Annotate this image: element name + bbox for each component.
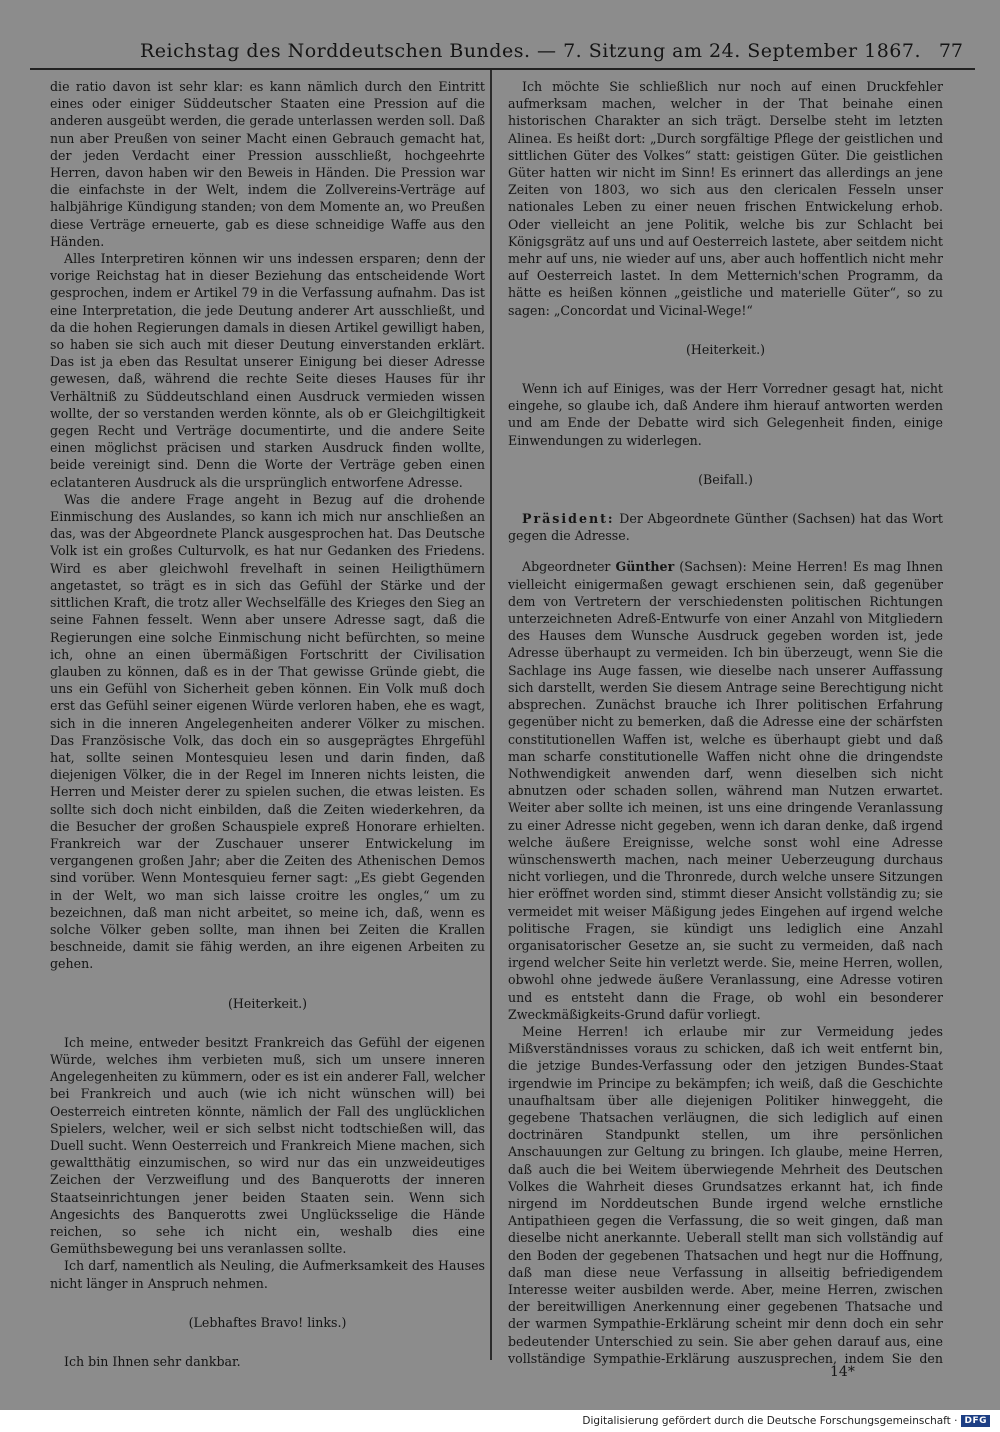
paragraph: Alles Interpretiren können wir uns indessen ersparen; denn der vorige Reichstag hat in dieser Beziehung das entscheidende Wort gesprochen, indem er Artikel 79 in die Verfassung aufnahm. Das ist eine Interpretation, die jede Deutung anderer Art ausschließt, und da die hohen Regierungen damals in diesen Artikel gewilligt haben, so haben sie sich auch mit dieser Deutung einverstanden erklärt. Das ist ja eben das Resultat unserer Einigung bei dieser Adresse gewesen, daß, während die rechte Seite dieses Hauses für ihr Verhältniß zu Süddeutschland einen Ausdruck vermieden wissen wollte, der so verstanden werden könnte, als ob er Gleichgiltigkeit gegen Recht und Verträge documentirte, und die andere Seite einen möglichst präcisen und starken Ausdruck finden wollte, beide vereinigt sind. Denn die Worte der Verträge geben einen eclatanteren Ausdruck als die ursprünglich entworfene Adresse. [50,251,485,490]
paragraph: die ratio davon ist sehr klar: es kann nämlich durch den Eintritt eines oder einiger Süddeutscher Staaten eine Pression auf die anderen ausgeübt werden, die gerade unterlassen werden soll. Daß nun aber Preußen von seiner Macht einen Gebrauch gemacht hat, der jeden Verdacht einer Pression ausschließt, hochgeehrte Herren, davon haben wir den Beweis in Händen. Die Pression war die einfachste in der Welt, indem die Zollvereins-Verträge auf halbjährige Kündigung standen; von dem Momente an, wo Preußen diese Verträge erneuerte, gab es diese schneidige Waffe aus den Händen. [50,79,485,249]
speaker-name: Günther [615,559,675,575]
paragraph: Meine Herren! ich erlaube mir zur Vermeidung jedes Mißverständnisses voraus zu schicken, daß ich weit entfernt bin, die jetzige Bundes-Verfassung oder den jetzigen Bundes-Staat irgendwie im Principe zu bekämpfen; ich weiß, daß die Geschichte unaufhaltsam über alle diejenigen Politiker hinweggeht, die gegebene Thatsachen verläugnen, die sich lediglich auf einen doctrinären Standpunkt stellen, um ihre persönlichen Anschauungen zur Geltung zu bringen. Ich glaube, meine Herren, daß auch die bei Weitem überwiegende Mehrheit des Deutschen Volkes die Wahrheit dieses Grundsatzes erkannt hat, ich finde nirgend im Norddeutschen Bunde irgend welche ernstliche Antipathieen gegen die Verfassung, die so weit gingen, daß man dieselbe nicht anerkannte. Ueberall stellt man sich vollständig auf den Boden der gegebenen Thatsachen und hegt nur die Hoffnung, daß man diese neue Verfassung in allseitig befriedigendem Interesse weiter ausbilden werde. Aber, meine Herren, zwischen der bereitwilligen Anerkennung einer gegebenen Thatsache und der warmen Sympathie-Erklärung scheint mir denn doch ein sehr bedeutender Unterschied zu sein. Sie aber gehen darauf aus, eine vollständige Sympathie-Erklärung auszusprechen, indem Sie den [508,1023,943,1366]
signature-mark: 14* [830,1364,855,1380]
speaker-paragraph [508,510,943,544]
paragraph: Wenn ich auf Einiges, was der Herr Vorredner gesagt hat, nicht eingehe, so glaube ich, daß Andere ihm hierauf antworten werden und am Ende der Debatte wird sich Gelegenheit finden, einige Einwendungen zu widerlegen. [508,381,943,448]
left-column [50,78,485,1368]
dfg-logo: DFG [961,1415,990,1427]
interjection: (Lebhaftes Bravo! links.) [188,1314,347,1330]
speech-paragraph [508,558,943,1022]
speaker-text: Der Abgeordnete Günther (Sachsen) hat das Wort gegen die Adresse. [508,511,943,544]
page-number: 77 [938,40,963,62]
interjection: (Heiterkeit.) [228,995,307,1011]
paragraph: Ich meine, entweder besitzt Frankreich das Gefühl der eigenen Würde, welches ihm verbieten muß, sich um unsere inneren Angelegenheiten zu kümmern, oder es ist ein anderer Fall, welcher bei Frankreich und auch (wie ich nicht wünschen will) bei Oesterreich eintreten könnte, nämlich der Fall des unglücklichen Spielers, welcher, weil er sich selbst nicht todtschießen will, das Duell sucht. Wenn Oesterreich und Frankreich Miene machen, sich gewaltthätig einzumischen, so wird nur das ein unzweideutiges Zeichen der Verzweiflung und des Banquerotts der inneren Staatseinrichtungen jener beiden Staaten sein. Wenn sich Angesichts des Banquerotts zwei Unglücksselige die Hände reichen, so sehe ich nicht ein, weshalb dies eine Gemüthsbewegung bei uns veranlassen sollte. [50,1034,485,1257]
header-title: Reichstag des Norddeutschen Bundes. — 7. Sitzung am 24. September 1867. [140,40,922,62]
footer [582,1413,990,1429]
interjection: (Heiterkeit.) [686,341,765,357]
speech-lead: Abgeordneter [522,559,611,575]
paragraph: Ich möchte Sie schließlich nur noch auf einen Druckfehler aufmerksam machen, welcher in der That beinahe einen historischen Charakter an sich trägt. Derselbe steht im letzten Alinea. Es heißt dort: „Durch sorgfältige Pflege der geistlichen und sittlichen Güter des Volkes“ statt: geistigen Güter. Die geistlichen Güter hatten wir nicht im Sinn! Es erinnert das allerdings an jene Zeiten von 1803, wo sich aus den clericalen Fesseln unser nationales Leben zu einer neuen frischen Entwickelung erhob. Oder vielleicht an jene Politik, welche bis zur Schlacht bei Königsgrätz auf uns und auf Oesterreich lastete, aber seitdem nicht mehr auf uns, nie wieder auf uns, aber auch hoffentlich nicht mehr auf Oesterreich lastet. In dem Metternich'schen Programm, da hätte es heißen können „geistliche und materielle Güter“, so zu sagen: „Concordat und Vicinal-Wege!“ [508,79,943,318]
page-header [30,38,975,70]
interjection: (Beifall.) [698,471,753,487]
footer-text: Digitalisierung gefördert durch die Deutsche Forschungsgemeinschaft · [582,1415,958,1427]
speaker-label: Präsident: [522,511,615,527]
speech-text: (Sachsen): Meine Herren! Es mag Ihnen vielleicht einigermaßen gewagt erschienen sein, daß gegenüber dem von Vertretern der verschiedensten politischen Richtungen unterzeichneten Adreß-Entwurfe von einer Anzahl von Mitgliedern des Hauses dem Wunsche Ausdruck gegeben worden ist, jede Adresse überhaupt zu vermeiden. Ich bin überzeugt, wenn Sie die Sachlage ins Auge fassen, wie dieselbe nach unserer Auffassung sich darstellt, werden Sie diesem Antrage seine Berechtigung nicht absprechen. Zunächst brauche ich Ihrer politischen Erfahrung gegenüber nicht zu bemerken, daß die Adresse eine der schärfsten constitutionellen Waffen ist, welche es überhaupt giebt und daß man scharfe constitutionelle Waffen nicht ohne die dringendste Nothwendigkeit anwenden darf, wenn dieselben sich nicht abnutzen oder schaden sollen, während man Nutzen erwartet. Weiter aber sollte ich meinen, ist uns eine dringende Veranlassung zu einer Adresse nicht gegeben, wenn ich daran denke, daß irgend welche äußere Ereignisse, welche sonst wohl eine Adresse wünschenswerth machen, nach meiner Ueberzeugung durchaus nicht vorliegen, und die Thronrede, durch welche unsere Sitzungen hier eröffnet worden sind, stimmt dieser Ansicht vollständig zu; sie vermeidet mit weiser Mäßigung jedes Eingehen auf irgend welche politische Fragen, sie kündigt uns lediglich eine Anzahl organisatorischer Gesetze an, sie sucht zu vermeiden, daß nach irgend welcher Seite hin verletzt werde. Sie, meine Herren, wollen, obwohl ohne jedwede äußere Veranlassung, eine Adresse votiren und es entsteht dann die Frage, ob wohl ein besonderer Zweckmäßigkeits-Grund dafür vorliegt. [508,559,943,1022]
paragraph: Ich darf, namentlich als Neuling, die Aufmerksamkeit des Hauses nicht länger in Anspruch nehmen. [50,1258,485,1291]
paragraph: Was die andere Frage angeht in Bezug auf die drohende Einmischung des Auslandes, so kann ich mich nur anschließen an das, was der Abgeordnete Planck ausgesprochen hat. Das Deutsche Volk ist ein großes Culturvolk, es hat nur Gedanken des Friedens. Wird es aber gleichwohl frevelhaft in seinen Heiligthümern angetastet, so trägt es in sich das Gefühl der Stärke und der sittlichen Kraft, die trotz aller Wechselfälle des Krieges den Sieg an seine Fahnen fesselt. Wenn aber unsere Adresse sagt, daß die Regierungen eine solche Einmischung nicht befürchten, so meine ich, ohne an einen übermäßigen Fortschritt der Civilisation glauben zu können, daß es in der That gewisse Gründe giebt, die uns ein Gefühl von Sicherheit geben können. Ein Volk muß doch erst das Gefühl seiner eigenen Würde verloren haben, ehe es wagt, sich in die inneren Angelegenheiten anderer Völker zu mischen. Das Französische Volk, das doch ein so ausgeprägtes Ehrgefühl hat, sollte seinen Montesquieu lesen und darin finden, daß diejenigen Völker, die in der Regel im Inneren nichts leisten, die Herren und Meister derer zu spielen suchen, die etwas leisten. Es sollte sich doch nicht einbilden, daß die Zeiten wiederkehren, da die Besucher der großen Schauspiele expreß Honorare erhielten. Frankreich war der Zuschauer unserer Entwickelung im vergangenen großen Jahr; aber die Zeiten des Athenischen Demos sind vorüber. Wenn Montesquieu ferner sagt: „Es giebt Gegenden in der Welt, wo man sich laisse croitre les ongles,“ um zu bezeichnen, daß man nicht arbeitet, so meine ich, daß, wenn es solche Völker geben sollte, man ihnen bei Zeiten die Krallen beschneide, damit sie fähig werden, an ihre eigenen Arbeiten zu gehen. [50,491,485,972]
paragraph: Ich bin Ihnen sehr dankbar. [64,1354,241,1368]
right-column [508,78,943,1368]
column-divider [490,70,492,1360]
